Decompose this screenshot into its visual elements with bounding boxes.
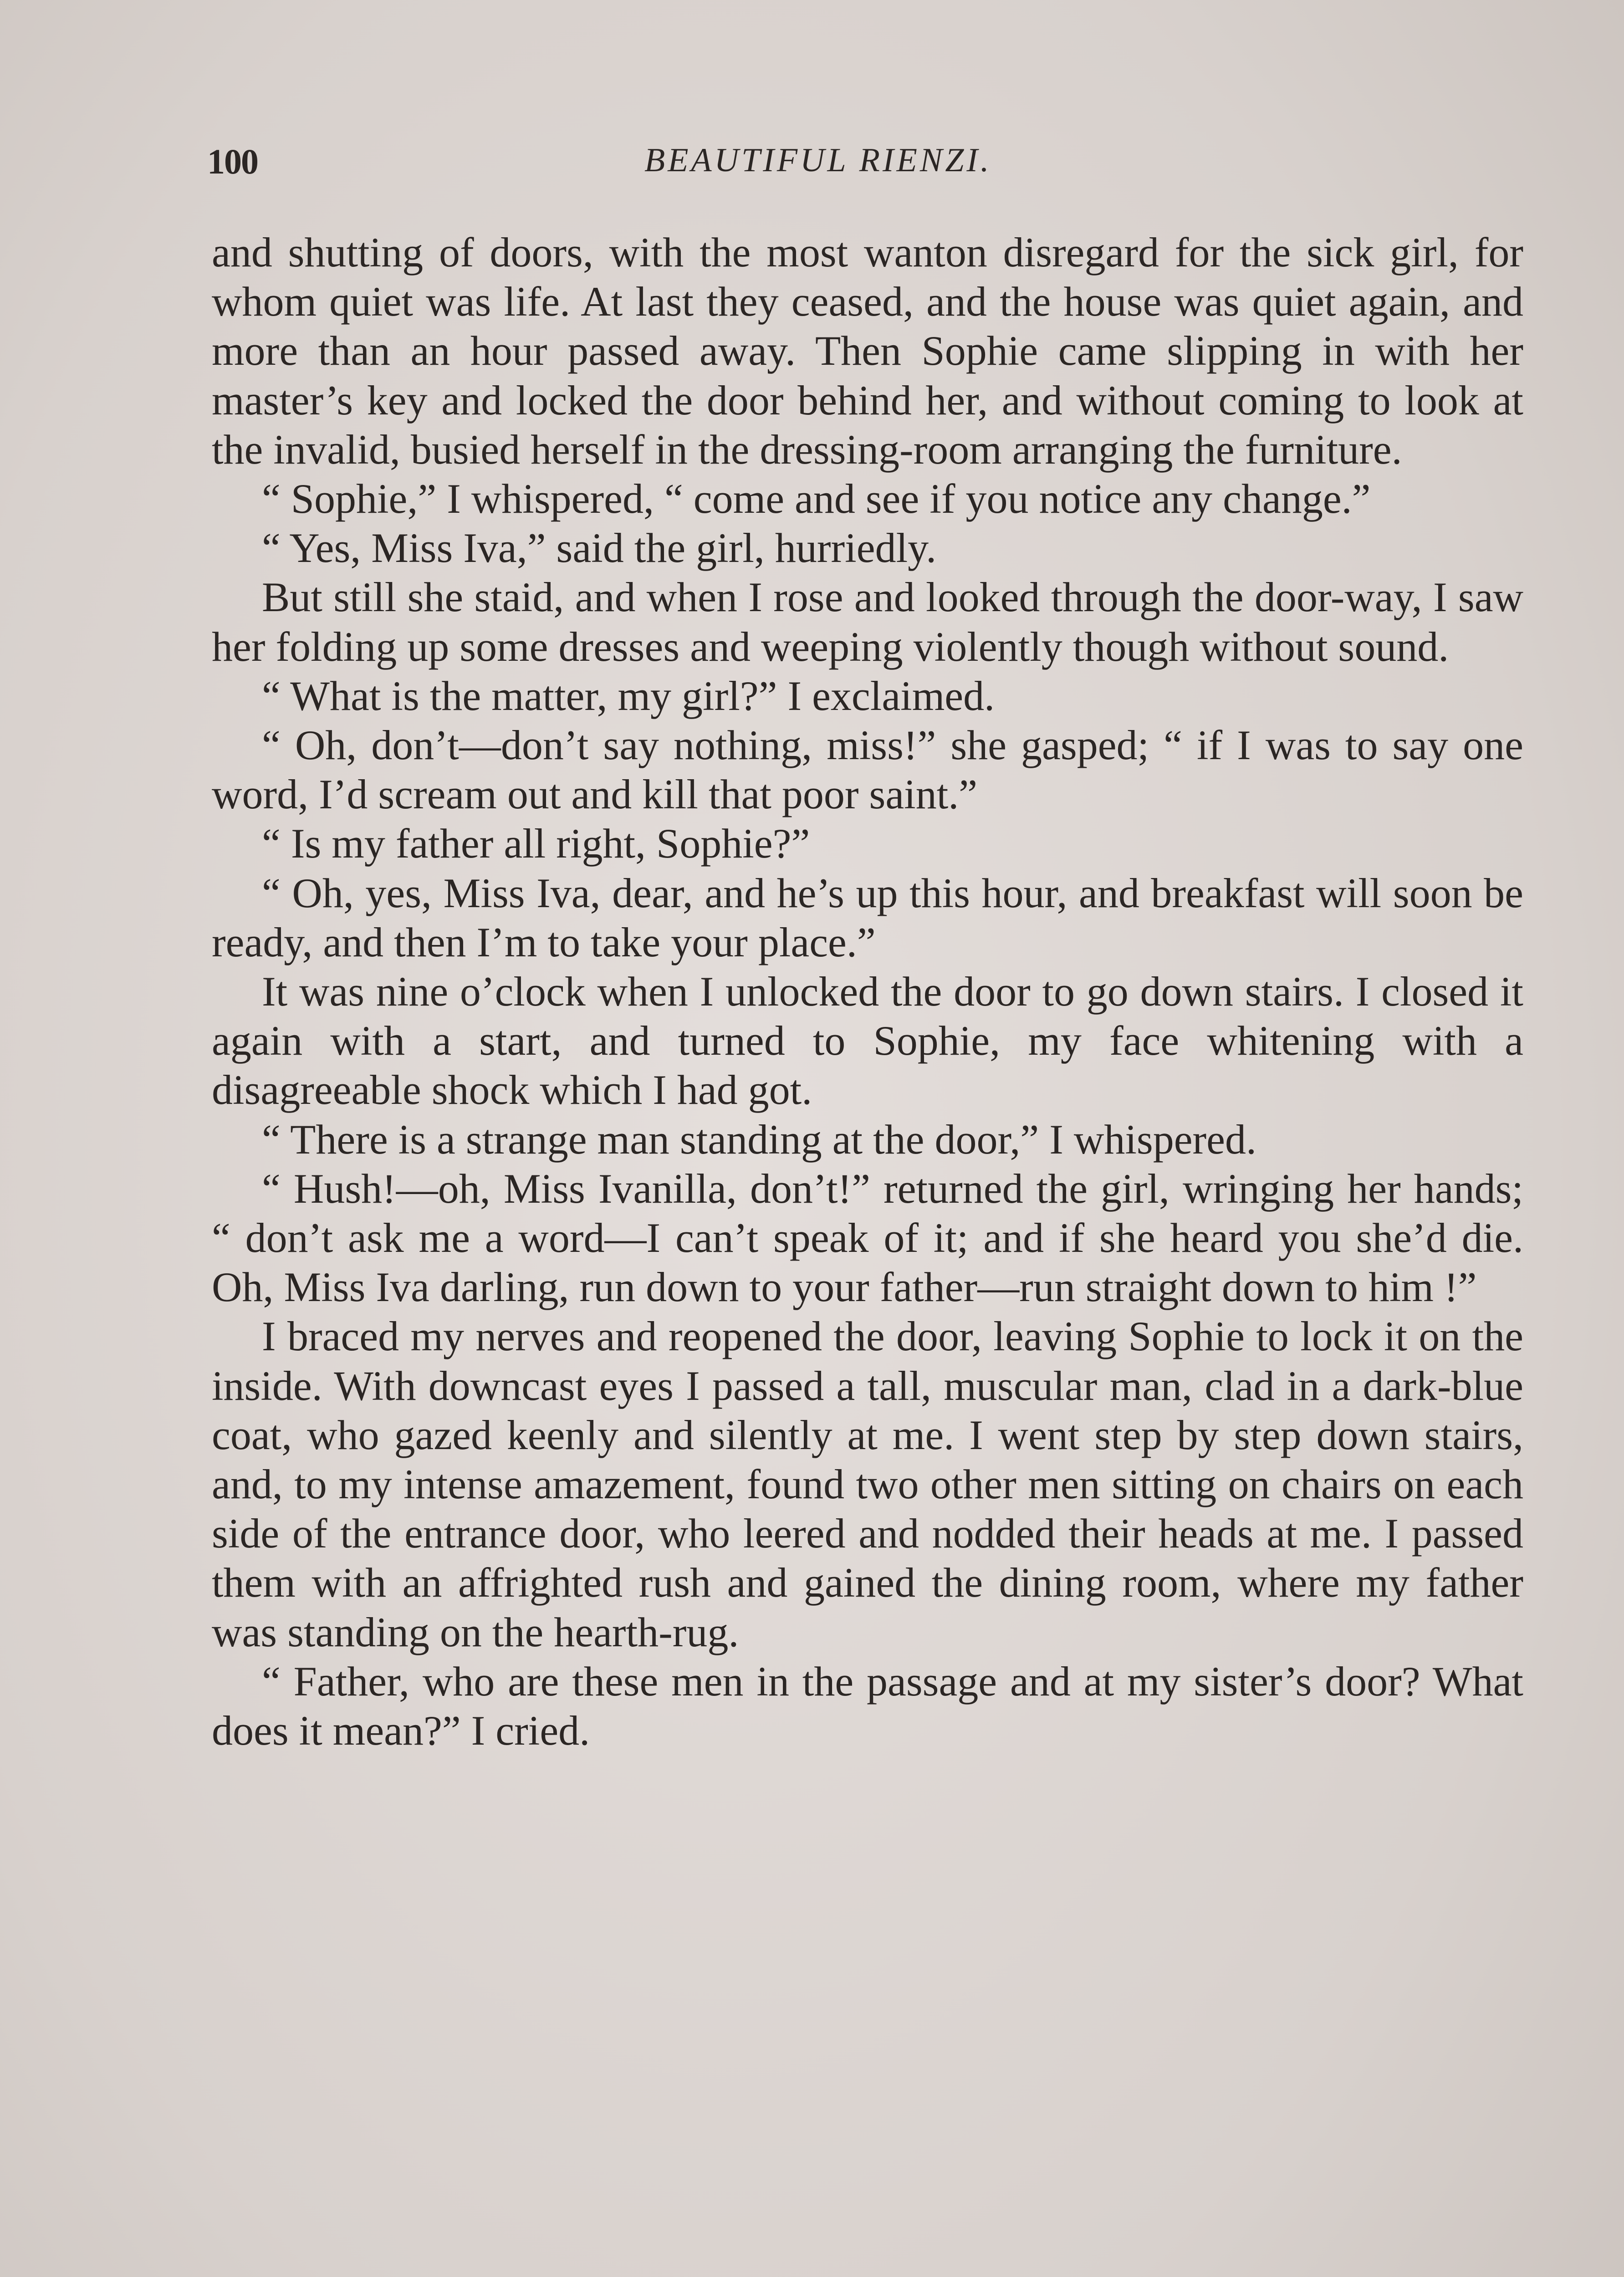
paragraph: “ Father, who are these men in the passage and at my sister’s door? What does it mean?” I cried. bbox=[212, 1658, 1523, 1754]
page-number: 100 bbox=[207, 142, 258, 181]
running-title: BEAUTIFUL RIENZI. bbox=[644, 142, 992, 179]
paragraph: “ Yes, Miss Iva,” said the girl, hurriedly. bbox=[262, 525, 937, 572]
page-header bbox=[207, 137, 1528, 191]
paragraph: “ There is a strange man standing at the door,” I whispered. bbox=[262, 1116, 1257, 1163]
paragraph: “ Oh, don’t—don’t say nothing, miss!” she gasped; “ if I was to say one word, I’d scream out and kill that poor saint.” bbox=[212, 722, 1523, 818]
paragraph: It was nine o’clock when I unlocked the door to go down stairs. I closed it again with a start, and turned to Sophie, my face whitening with a disagreeable shock which I had got. bbox=[212, 968, 1523, 1113]
paragraph: “ What is the matter, my girl?” I exclaimed. bbox=[262, 672, 995, 719]
paragraph: “ Sophie,” I whispered, “ come and see if you notice any change.” bbox=[262, 475, 1371, 522]
paragraph: “ Oh, yes, Miss Iva, dear, and he’s up this hour, and breakfast will soon be ready, and then I’m to take your place.” bbox=[212, 869, 1523, 965]
paragraph: and shutting of doors, with the most wanton disregard for the sick girl, for whom quiet was life. At last they ceased, and the house was quiet again, and more than an hour passed away. Then Sophie came slipping in with her master’s key and locked the door behind her, and without coming to look at the invalid, busied herself in the dressing-room arranging the furniture. bbox=[212, 229, 1523, 473]
paragraph: I braced my nerves and reopened the door, leaving Sophie to lock it on the inside. With downcast eyes I passed a tall, muscular man, clad in a dark-blue coat, who gazed keenly and silently at me. I went step by step down stairs, and, to my intense amazement, found two other men sitting on chairs on each side of the entrance door, who leered and nodded their heads at me. I passed them with an affrighted rush and gained the dining room, where my father was standing on the hearth-rug. bbox=[212, 1313, 1523, 1655]
paragraph: But still she staid, and when I rose and looked through the door-way, I saw her folding up some dresses and weeping violently though without sound. bbox=[212, 574, 1523, 670]
paragraph: “ Is my father all right, Sophie?” bbox=[262, 820, 810, 867]
paragraph: “ Hush!—oh, Miss Ivanilla, don’t!” returned the girl, wringing her hands; “ don’t ask me a word—I can’t speak of it; and if she heard you she’d die. Oh, Miss Iva darling, run down to your father—run straight down to him !” bbox=[212, 1165, 1523, 1311]
body-text bbox=[212, 228, 1523, 1755]
